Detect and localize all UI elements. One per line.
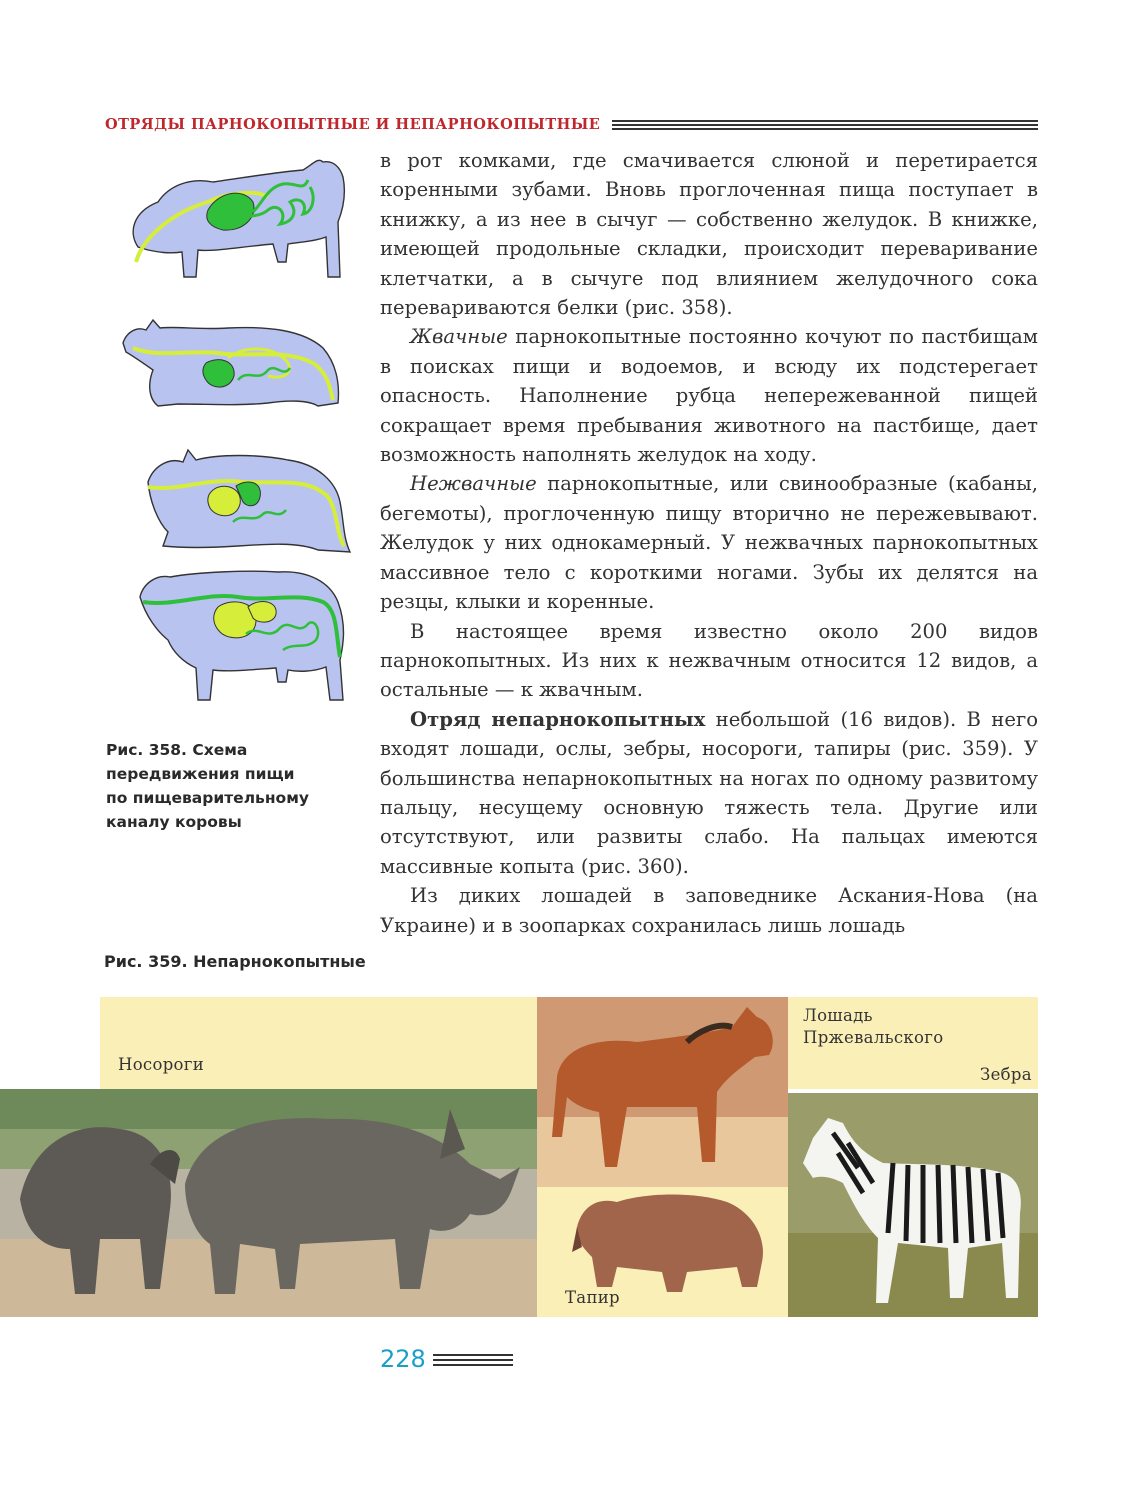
caption-line: передвижения пищи bbox=[106, 765, 295, 783]
label-zebra: Зебра bbox=[980, 1065, 1032, 1084]
rhino-photo bbox=[0, 1089, 537, 1317]
paragraph bbox=[380, 322, 1038, 469]
caption-line: по пищеварительному bbox=[106, 789, 309, 807]
paragraph: В настоящее время известно около 200 видов парнокопытных. Из них к нежвачным относится 12 видов, а остальные — к жвачным. bbox=[380, 619, 1038, 702]
page-number-rule bbox=[433, 1354, 513, 1369]
paragraph: в рот комками, где смачивается слюной и перетирается коренными зубами. Вновь проглоченная пища поступает в книжку, а из нее в сычуг — собственно желудок. В книжке, имеющей продольные складки, происходит переваривание клетчатки, а в сычуге под влиянием желудочного сока перевариваются белки (рис. 358). bbox=[380, 149, 1038, 320]
cow-diagram-3 bbox=[118, 442, 358, 557]
page-number: 228 bbox=[380, 1345, 426, 1373]
paragraph: Из диких лошадей в заповеднике Аскания-Нова (на Украине) и в зоопарках сохранилась лишь лошадь bbox=[380, 884, 1038, 937]
przewalski-horse-photo bbox=[537, 997, 788, 1187]
label-horse bbox=[803, 1005, 943, 1049]
paragraph-text: парнокопытные постоянно кочуют по пастбищам в поисках пищи и водоемов, и всюду их подстерегает опасность. Наполнение рубца непережеванной пищей сокращает время пребывания животного на пастбище, дает возможность наполнять желудок на ходу. bbox=[380, 325, 1038, 467]
label-horse-line: Лошадь bbox=[803, 1006, 873, 1025]
cow-diagram-1 bbox=[118, 152, 358, 282]
figure-358-caption bbox=[106, 738, 309, 834]
paragraph-text: парнокопытные, или свинообразные (кабаны, бегемоты), проглоченную пищу вторично не пережевывают. Желудок у них однокамерный. У нежвачных парнокопытных массивное тело с короткими ногами. Зубы их делятся на резцы, клыки и коренные. bbox=[380, 472, 1038, 614]
caption-line: каналу коровы bbox=[106, 813, 242, 831]
label-tapir: Тапир bbox=[565, 1288, 620, 1307]
header-rule bbox=[612, 120, 1038, 131]
term-ruminants: Жвачные bbox=[410, 325, 508, 349]
running-header: ОТРЯДЫ ПАРНОКОПЫТНЫЕ И НЕПАРНОКОПЫТНЫЕ bbox=[105, 116, 601, 133]
caption-line: Рис. 358. Схема bbox=[106, 741, 248, 759]
term-perissodactyla: Отряд непарнокопытных bbox=[410, 707, 706, 731]
zebra-photo bbox=[788, 1093, 1038, 1317]
figure-359-caption: Рис. 359. Непарнокопытные bbox=[104, 952, 366, 971]
label-horse-line: Пржевальского bbox=[803, 1028, 944, 1047]
cow-diagram-4 bbox=[118, 562, 358, 707]
paragraph bbox=[380, 469, 1038, 616]
body-text bbox=[380, 146, 1038, 940]
paragraph bbox=[380, 705, 1038, 881]
paragraph-text: небольшой (16 видов). В него входят лошади, ослы, зебры, носороги, тапиры (рис. 359). У большинства непарнокопытных на ногах по одному развитому пальцу, несущему основную тяжесть тела. Другие или отсутствуют, или развиты слабо. На пальцах имеются массивные копыта (рис. 360). bbox=[380, 707, 1038, 878]
label-rhino: Носороги bbox=[118, 1055, 205, 1074]
cow-diagram-2 bbox=[118, 308, 358, 413]
term-non-ruminants: Нежвачные bbox=[410, 472, 537, 496]
